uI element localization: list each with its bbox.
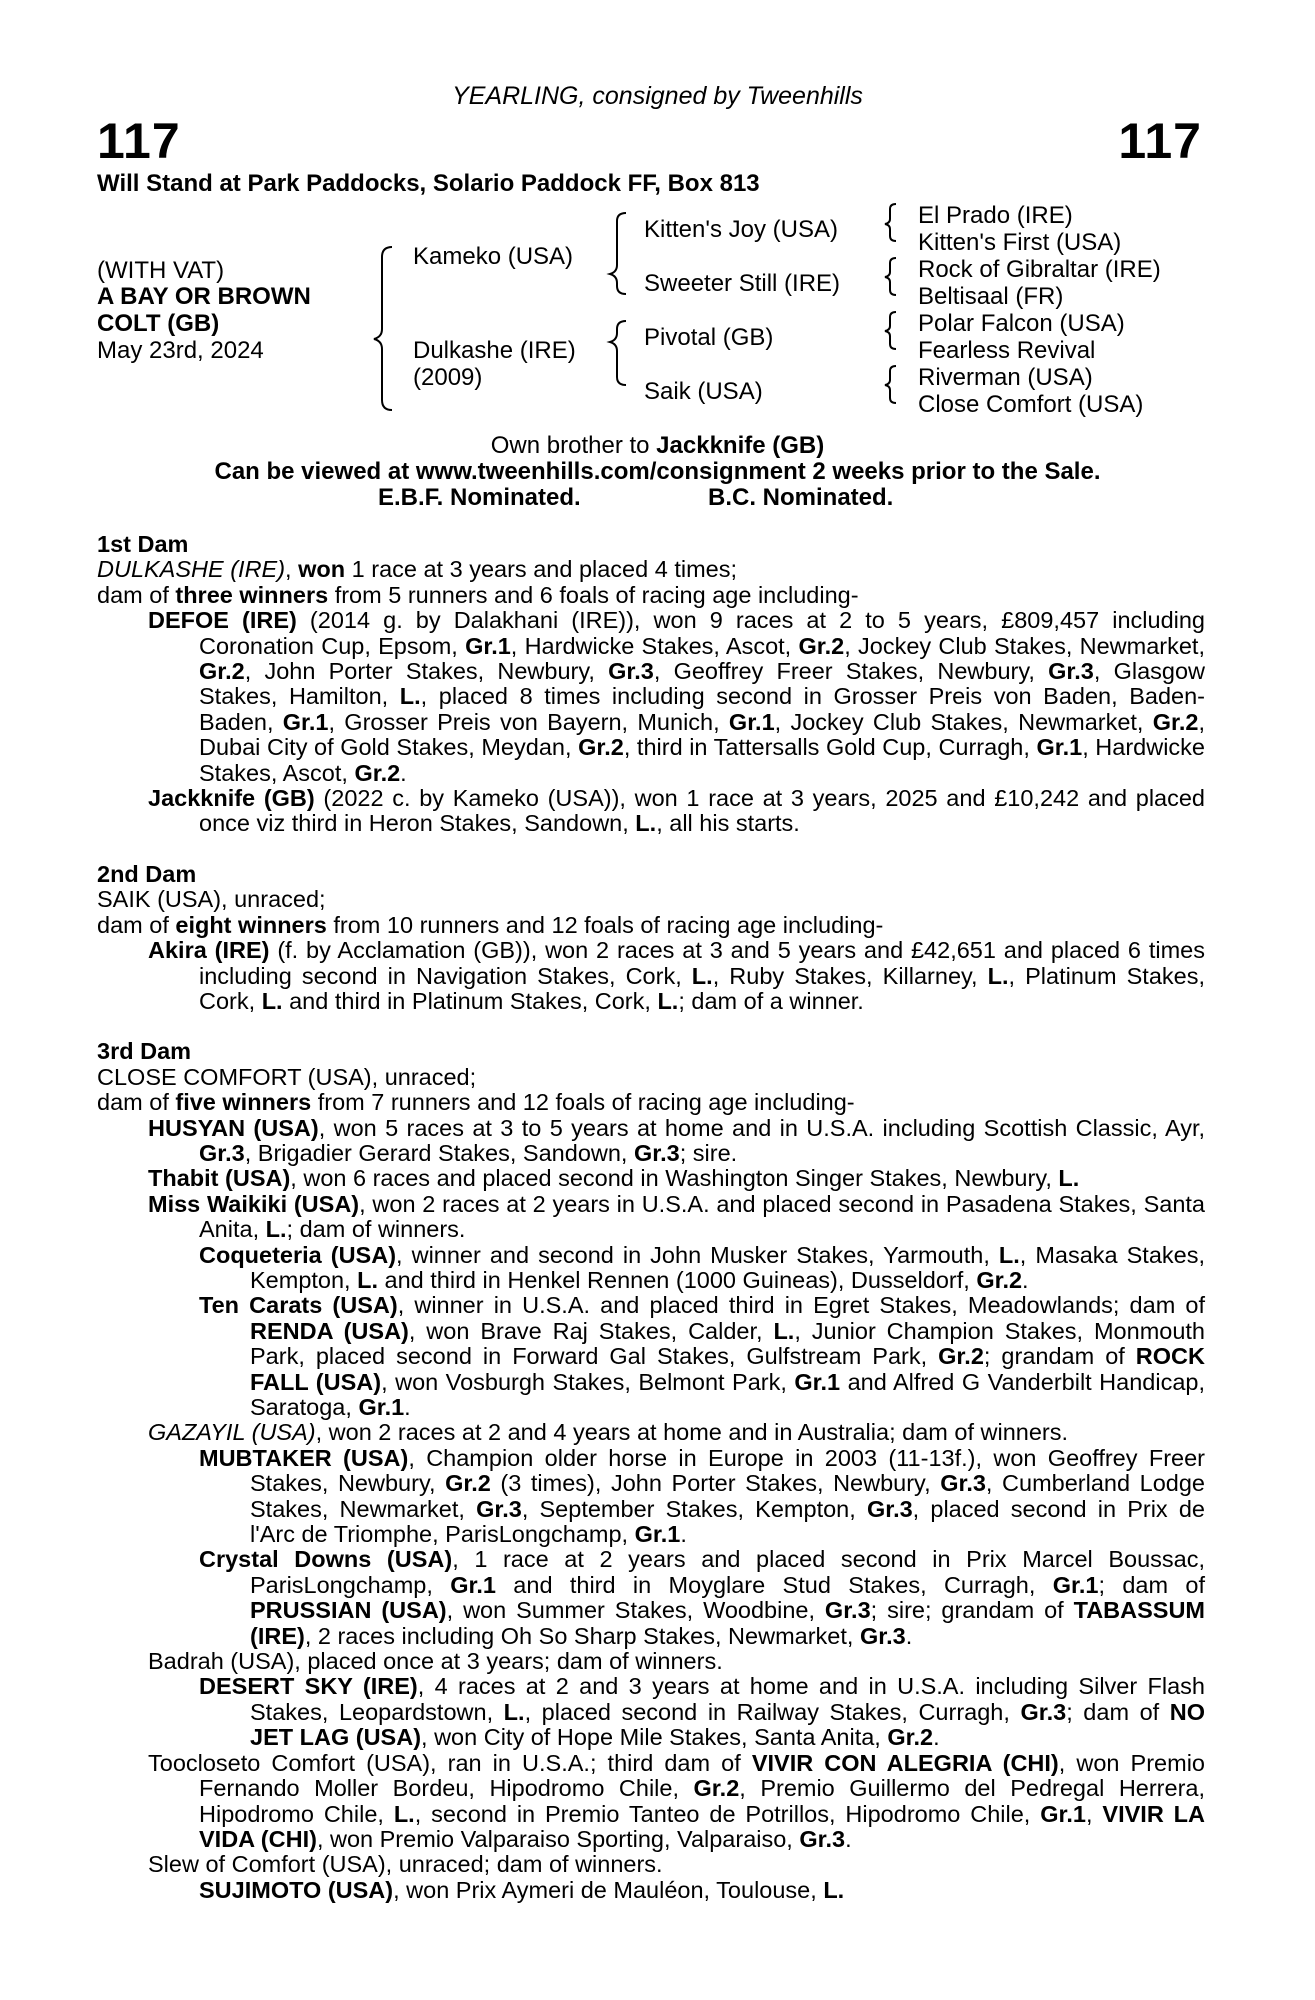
produce-akira: Akira (IRE) (f. by Acclamation (GB)), won 2 races at 3 and 5 years and £42,651 and placed 6 times including second in Navigation Stakes, Cork, L., Ruby Stakes, Killarney, L., Platinum Stakes, Cork, L. and third in Platinum Stakes, Cork, L.; dam of a winner. (148, 937, 1205, 1014)
third-dam-heading: 3rd Dam (97, 1038, 192, 1065)
third-dam-produce-line: dam of five winners from 7 runners and 12 foals of racing age including- (97, 1089, 855, 1116)
dam-sire: Pivotal (GB) (644, 324, 774, 351)
vat-note: (WITH VAT) (97, 257, 225, 284)
produce-toocloseto-comfort: Toocloseto Comfort (USA), ran in U.S.A.; third dam of VIVIR CON ALEGRIA (CHI), won Premio Fernando Moller Bordeu, Hipodromo Chile, Gr.2, Premio Guillermo del Pedregal Herrera, Hipodromo Chile, L., second in Premio Tanteo de Potrillos, Hipodromo Chile, Gr.1, VIVIR LA VIDA (CHI), won Premio Valparaiso Sporting, Valparaiso, Gr.3. (148, 1749, 1206, 1852)
bracket-ds (885, 312, 896, 349)
sire-dam-dam: Beltisaal (FR) (918, 283, 1064, 310)
ebf-nomination: E.B.F. Nominated. (378, 484, 581, 511)
produce-ten-carats: Ten Carats (USA), winner in U.S.A. and placed third in Egret Stakes, Meadowlands; dam of RENDA (USA), won Brave Raj Stakes, Calder, L., Junior Champion Stakes, Monmouth Park, placed second in Forward Gal Stakes, Gulfstream Park, Gr.2; grandam of ROCK FALL (USA), won Vosburgh Stakes, Belmont Park, Gr.1 and Alfred G Vanderbilt Handicap, Saratoga, Gr.1. (199, 1292, 1206, 1420)
viewing-note: Can be viewed at www.tweenhills.com/consignment 2 weeks prior to the Sale. (214, 458, 1101, 485)
dam-sire-dam: Fearless Revival (918, 337, 1096, 364)
first-dam-heading: 1st Dam (97, 531, 189, 557)
sire-dam-sire: Rock of Gibraltar (IRE) (918, 256, 1161, 283)
first-dam-line: DULKASHE (IRE), won 1 race at 3 years and placed 4 times; (97, 556, 737, 583)
produce-coqueteria: Coqueteria (USA), winner and second in John Musker Stakes, Yarmouth, L., Masaka Stakes, Kempton, L. and third in Henkel Rennen (1000 Guineas), Dusseldorf, Gr.2. (199, 1241, 1205, 1293)
produce-sujimoto: SUJIMOTO (USA), won Prix Aymeri de Mauléon, Toulouse, L. (199, 1876, 845, 1903)
dam-dam-dam: Close Comfort (USA) (918, 391, 1144, 418)
bracket-dd (885, 366, 896, 403)
second-dam-produce-line: dam of eight winners from 10 runners and 12 foals of racing age including- (97, 911, 884, 938)
dam-name: Dulkashe (IRE) (413, 337, 576, 364)
dam-sire-sire: Polar Falcon (USA) (918, 310, 1125, 337)
produce-desert-sky: DESERT SKY (IRE), 4 races at 2 and 3 years at home and in U.S.A. including Silver Flash Stakes, Leopardstown, L., placed second in Railway Stakes, Curragh, Gr.3; dam of NO JET LAG (USA), won City of Hope Mile Stakes, Santa Anita, Gr.2. (199, 1673, 1205, 1751)
pedigree-brackets (0, 0, 1315, 420)
sire-sire-sire: El Prado (IRE) (918, 202, 1073, 229)
own-brother-note: Own brother to Jackknife (GB) (490, 432, 825, 459)
stand-location: Will Stand at Park Paddocks, Solario Paddock FF, Box 813 (97, 170, 760, 197)
produce-jackknife: Jackknife (GB) (2022 c. by Kameko (USA)), won 1 race at 3 years, 2025 and £10,242 and placed once viz third in Heron Stakes, Sandown, L., all his starts. (148, 785, 1206, 837)
produce-husyan: HUSYAN (USA), won 5 races at 3 to 5 years at home and in U.S.A. including Scottish Classic, Ayr, Gr.3, Brigadier Gerard Stakes, Sandown, Gr.3; sire. (148, 1114, 1206, 1166)
horse-description-line2: COLT (GB) (97, 310, 220, 337)
sire-sire: Kitten's Joy (USA) (644, 216, 838, 243)
produce-gazayil: GAZAYIL (USA), won 2 races at 2 and 4 years at home and in Australia; dam of winners. (148, 1419, 1069, 1446)
produce-badrah: Badrah (USA), placed once at 3 years; dam of winners. (148, 1648, 723, 1675)
third-dam-line: CLOSE COMFORT (USA), unraced; (97, 1063, 477, 1090)
produce-thabit: Thabit (USA), won 6 races and placed second in Washington Singer Stakes, Newbury, L. (148, 1165, 1080, 1192)
produce-slew-of-comfort: Slew of Comfort (USA), unraced; dam of winners. (148, 1851, 663, 1878)
lot-number-left: 117 (97, 113, 181, 169)
dam-dam: Saik (USA) (644, 378, 763, 405)
horse-description-line1: A BAY OR BROWN (97, 283, 311, 310)
sire-dam: Sweeter Still (IRE) (644, 270, 841, 297)
sire-name: Kameko (USA) (413, 243, 574, 270)
first-dam-produce-line: dam of three winners from 5 runners and 6 foals of racing age including- (97, 581, 859, 608)
produce-miss-waikiki: Miss Waikiki (USA), won 2 races at 2 years in U.S.A. and placed second in Pasadena Stakes, Santa Anita, L.; dam of winners. (148, 1190, 1205, 1243)
catalogue-body (97, 532, 1205, 1903)
bracket-main (374, 247, 392, 410)
bracket-sd (885, 258, 896, 295)
bracket-ss (885, 204, 896, 241)
bracket-dam (610, 321, 626, 385)
dam-year: (2009) (413, 364, 483, 391)
dam-dam-sire: Riverman (USA) (918, 364, 1093, 391)
bracket-sire (610, 213, 626, 294)
catalogue-subtitle: YEARLING, consigned by Tweenhills (452, 82, 863, 110)
second-dam-heading: 2nd Dam (97, 860, 197, 887)
lot-number-right: 117 (1118, 113, 1202, 169)
produce-mubtaker: MUBTAKER (USA), Champion older horse in Europe in 2003 (11-13f.), won Geoffrey Freer Stakes, Newbury, Gr.2 (3 times), John Porter Stakes, Newbury, Gr.3, Cumberland Lodge Stakes, Newmarket, Gr.3, September Stakes, Kempton, Gr.3, placed second in Prix de l'Arc de Triomphe, ParisLongchamp, Gr.1. (199, 1444, 1205, 1548)
second-dam-line: SAIK (USA), unraced; (97, 886, 326, 913)
produce-crystal-downs: Crystal Downs (USA), 1 race at 2 years and placed second in Prix Marcel Boussac, ParisLongchamp, Gr.1 and third in Moyglare Stud Stakes, Curragh, Gr.1; dam of PRUSSIAN (USA), won Summer Stakes, Woodbine, Gr.3; sire; grandam of TABASSUM (IRE), 2 races including Oh So Sharp Stakes, Newmarket, Gr.3. (199, 1546, 1206, 1649)
bc-nomination: B.C. Nominated. (708, 484, 894, 511)
sire-sire-dam: Kitten's First (USA) (918, 229, 1122, 256)
foaling-date: May 23rd, 2024 (97, 337, 264, 364)
produce-defoe: DEFOE (IRE) (2014 g. by Dalakhani (IRE)), won 9 races at 2 to 5 years, £809,457 including Coronation Cup, Epsom, Gr.1, Hardwicke Stakes, Ascot, Gr.2, Jockey Club Stakes, Newmarket, Gr.2, John Porter Stakes, Newbury, Gr.3, Geoffrey Freer Stakes, Newbury, Gr.3, Glasgow Stakes, Hamilton, L., placed 8 times including second in Grosser Preis von Baden, Baden-Baden, Gr.1, Grosser Preis von Bayern, Munich, Gr.1, Jockey Club Stakes, Newmarket, Gr.2, Dubai City of Gold Stakes, Meydan, Gr.2, third in Tattersalls Gold Cup, Curragh, Gr.1, Hardwicke Stakes, Ascot, Gr.2. (148, 607, 1206, 786)
